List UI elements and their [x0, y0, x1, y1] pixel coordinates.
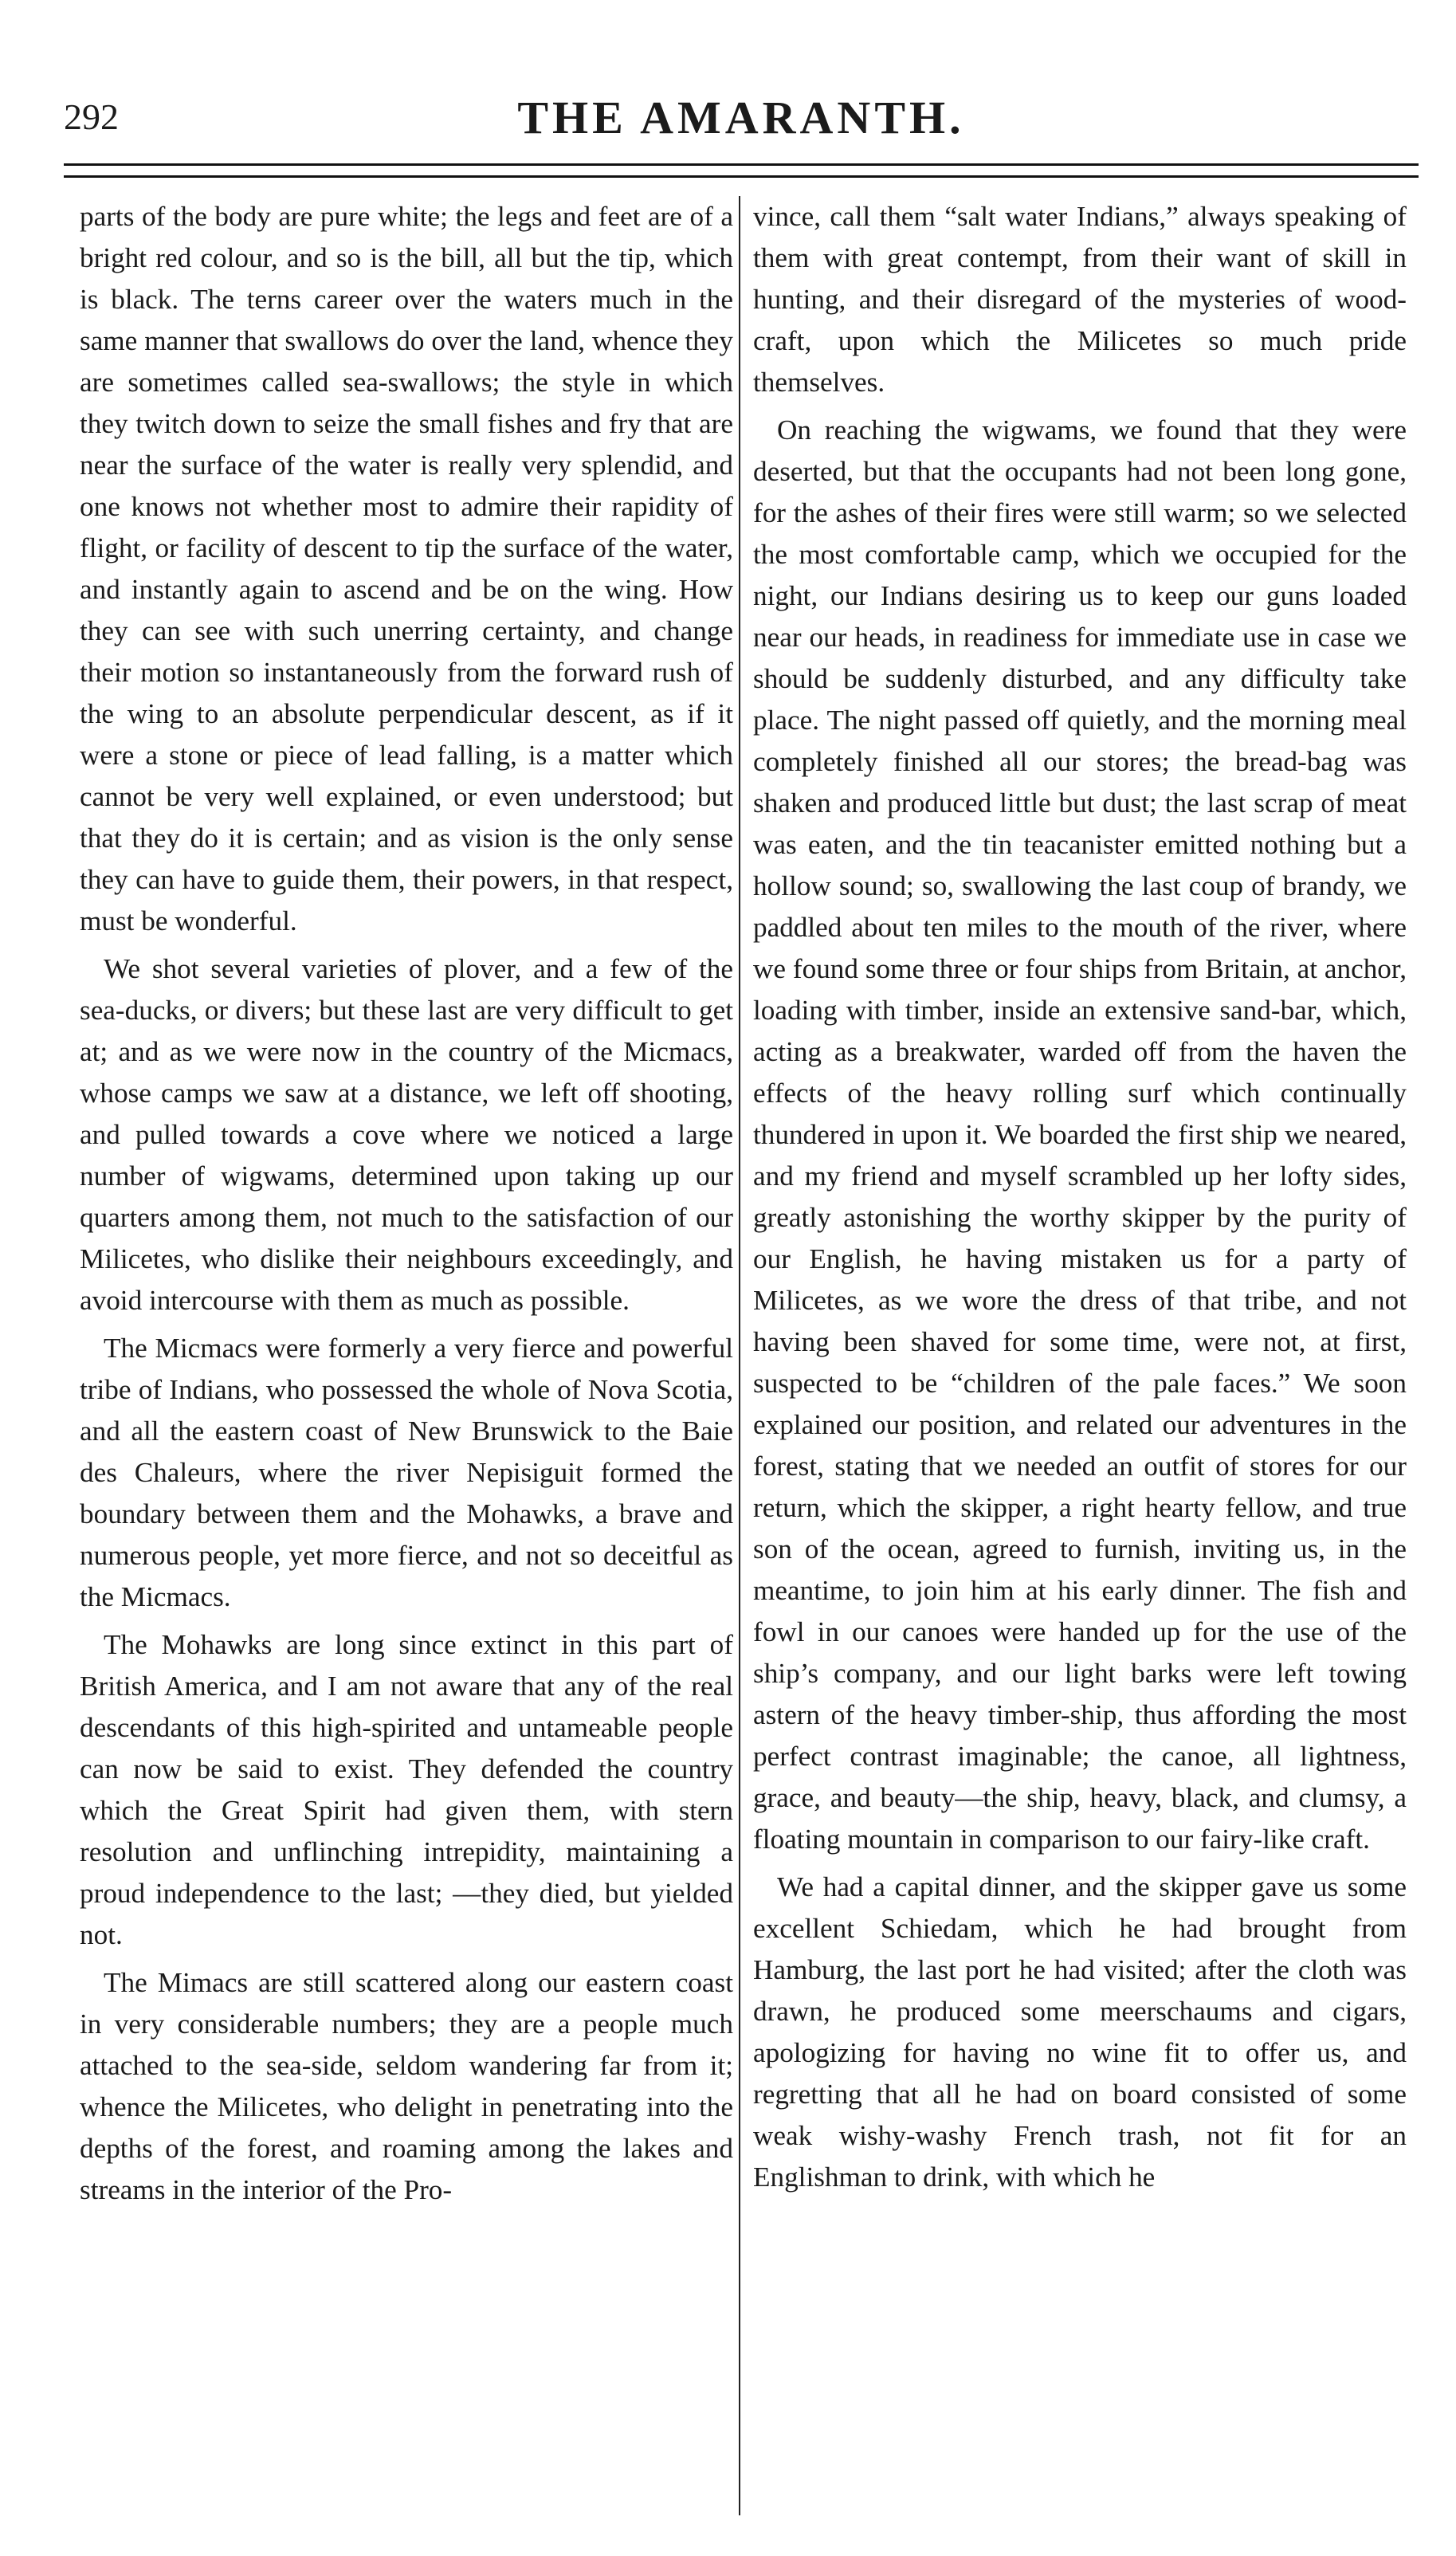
header-double-rule	[64, 163, 1419, 178]
left-paragraph-4: The Mohawks are long since extinct in this part of British America, and I am not aware that any of the real descendants of this high-spirited and untameable people can now be said to exist. They defended the country which the Great Spirit had given them, with stern resolution and unflinching intrepidity, maintaining a proud independence to the last; —they died, but yielded not.	[80, 1629, 733, 1950]
left-paragraph-2: We shot several varieties of plover, and a few of the sea-ducks, or divers; but these last are very difficult to get at; and as we were now in the country of the Micmacs, whose camps we saw at a distance, we left off shooting, and pulled towards a cove where we noticed a large number of wigwams, determined upon taking up our quarters among them, not much to the satisfaction of our Milicetes, who dislike their neighbours exceedingly, and avoid intercourse with them as much as possible.	[80, 953, 733, 1316]
right-paragraph-3: We had a capital dinner, and the skipper gave us some excellent Schiedam, which he had brought from Hamburg, the last port he had visited; after the cloth was drawn, he produced some meerschaums and cigars, apologizing for having no wine fit to offer us, and regretting that all he had on board consisted of some weak wishy-washy French trash, not fit for an Englishman to drink, with which he	[753, 1871, 1407, 2193]
right-paragraph-2: On reaching the wigwams, we found that they were deserted, but that the occupants had not been long gone, for the ashes of their fires were still warm; so we selected the most comfortable camp, which we occupied for the night, our Indians desiring us to keep our guns loaded near our heads, in readiness for immediate use in case we should be suddenly disturbed, and any difficulty take place. The night passed off quietly, and the morning meal completely finished all our stores; the bread-bag was shaken and produced little but dust; the last scrap of meat was eaten, and the tin teacanister emitted nothing but a hollow sound; so, swallowing the last coup of brandy, we paddled about ten miles to the mouth of the river, where we found some three or four ships from Britain, at anchor, loading with timber, inside an extensive sand-bar, which, acting as a breakwater, warded off from the haven the effects of the heavy rolling surf which continually thundered in upon it. We boarded the first ship we neared, and my friend and myself scrambled up her lofty sides, greatly astonishing the worthy skipper by the purity of our English, he having mistaken us for a party of Milicetes, as we wore the dress of that tribe, and not having been shaved for some time, were not, at first, suspected to be “children of the pale faces.” We soon explained our position, and related our adventures in the forest, stating that we needed an outfit of stores for our return, which the skipper, a right hearty fellow, and true son of the ocean, agreed to furnish, inviting us, in the meantime, to join him at his early dinner. The fish and fowl in our canoes were handed up for the use of the ship’s company, and our light barks were left towing astern of the heavy timber-ship, thus affording the most perfect contrast imaginable; the canoe, all lightness, grace, and beauty—the ship, heavy, black, and clumsy, a floating mountain in comparison to our fairy-like craft.	[753, 414, 1407, 1855]
right-paragraph-1: vince, call them “salt water Indians,” always speaking of them with great contempt, from their want of skill in hunting, and their disregard of the mysteries of wood-craft, upon which the Milicetes so much pride themselves.	[753, 201, 1407, 398]
running-title: THE AMARANTH.	[517, 92, 965, 143]
left-paragraph-3: The Micmacs were formerly a very fierce and powerful tribe of Indians, who possessed the whole of Nova Scotia, and all the eastern coast of New Brunswick to the Baie des Chaleurs, where the river Nepisiguit formed the boundary between them and the Mohawks, a brave and numerous people, yet more fierce, and not so deceitful as the Micmacs.	[80, 1333, 733, 1612]
column-divider	[739, 196, 740, 2515]
right-column	[753, 196, 1407, 2539]
page-number: 292	[64, 96, 119, 137]
page-header	[64, 92, 1419, 159]
left-column	[80, 196, 733, 2539]
left-paragraph-5: The Mimacs are still scattered along our eastern coast in very considerable numbers; they are a people much attached to the sea-side, seldom wandering far from it; whence the Milicetes, who delight in penetrating into the depths of the forest, and roaming among the lakes and streams in the interior of the Pro-	[80, 1967, 733, 2205]
left-paragraph-1: parts of the body are pure white; the legs and feet are of a bright red colour, and so is the bill, all but the tip, which is black. The terns career over the waters much in the same manner that swallows do over the land, whence they are sometimes called sea-swallows; the style in which they twitch down to seize the small fishes and fry that are near the surface of the water is really very splendid, and one knows not whether most to admire their rapidity of flight, or facility of descent to tip the surface of the water, and instantly again to ascend and be on the wing. How they can see with such unerring certainty, and change their motion so instantaneously from the forward rush of the wing to an absolute perpendicular descent, as if it were a stone or piece of lead falling, is a matter which cannot be very well explained, or even understood; but that they do it is certain; and as vision is the only sense they can have to guide them, their powers, in that respect, must be wonderful.	[80, 201, 733, 936]
